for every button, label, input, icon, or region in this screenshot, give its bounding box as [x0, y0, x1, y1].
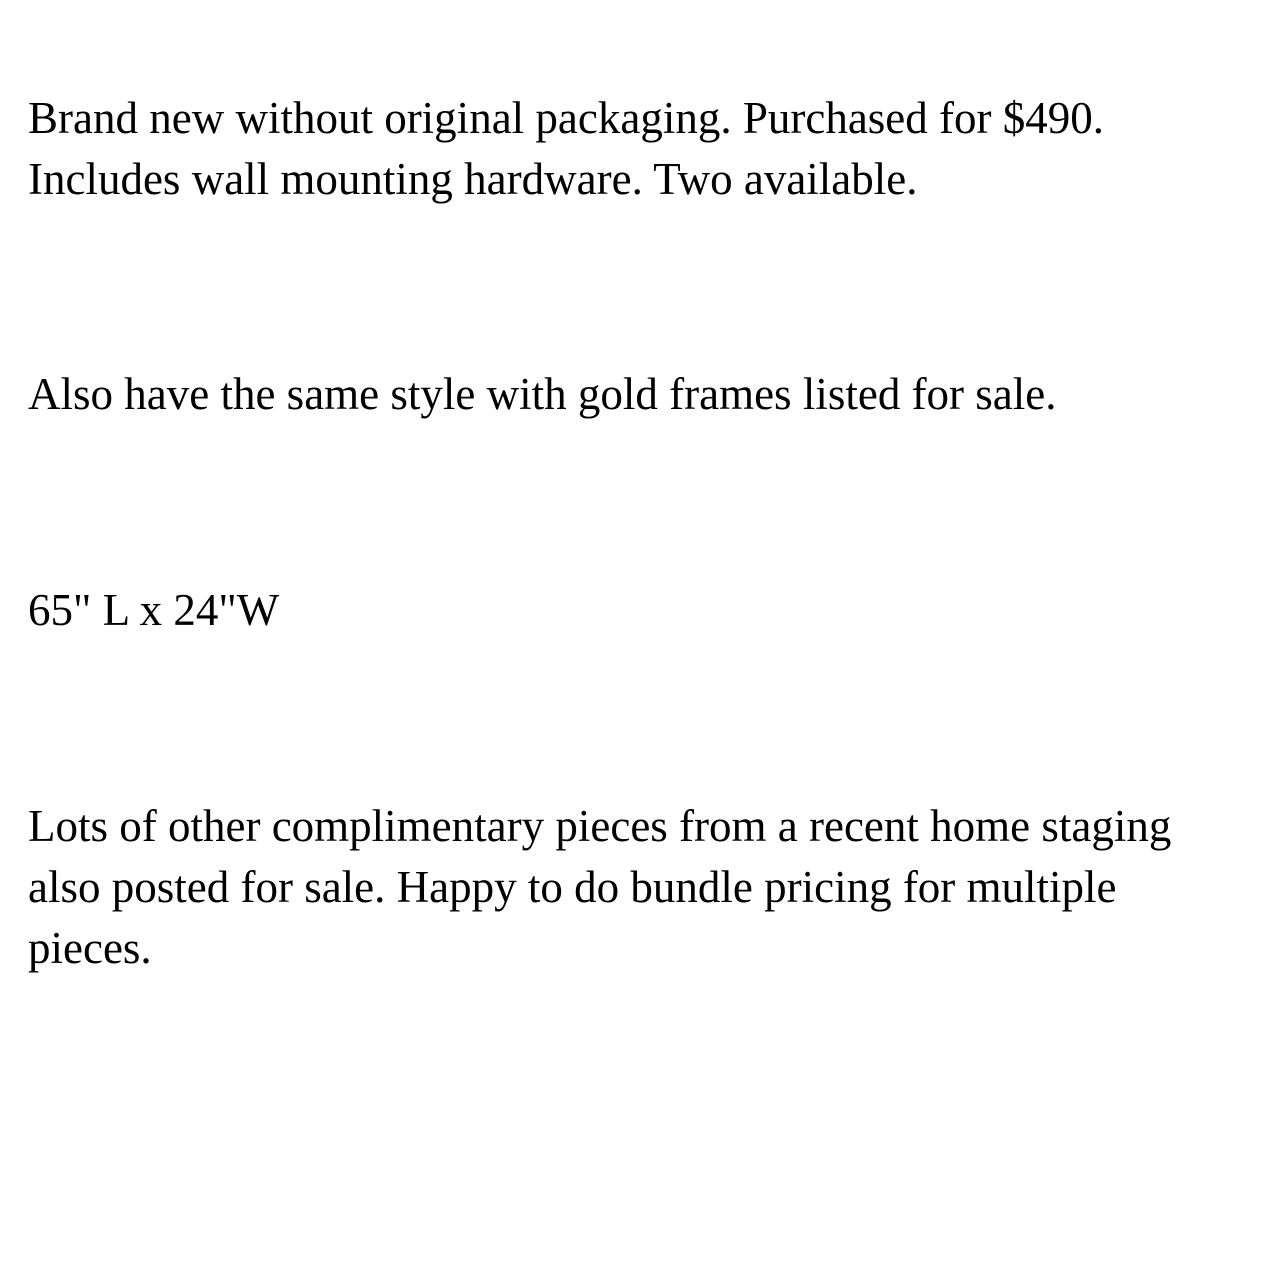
description-paragraph-condition: Brand new without original packaging. Purchased for $490. Includes wall mounting hardware. Two available.	[28, 93, 1105, 204]
description-paragraph-gold-frames: Also have the same style with gold frames listed for sale.	[28, 369, 1057, 419]
description-paragraph-dimensions: 65" L x 24"W	[28, 585, 280, 635]
description-paragraph-bundle: Lots of other complimentary pieces from a recent home staging also posted for sale. Happy to do bundle pricing for multiple pieces.	[28, 801, 1172, 973]
